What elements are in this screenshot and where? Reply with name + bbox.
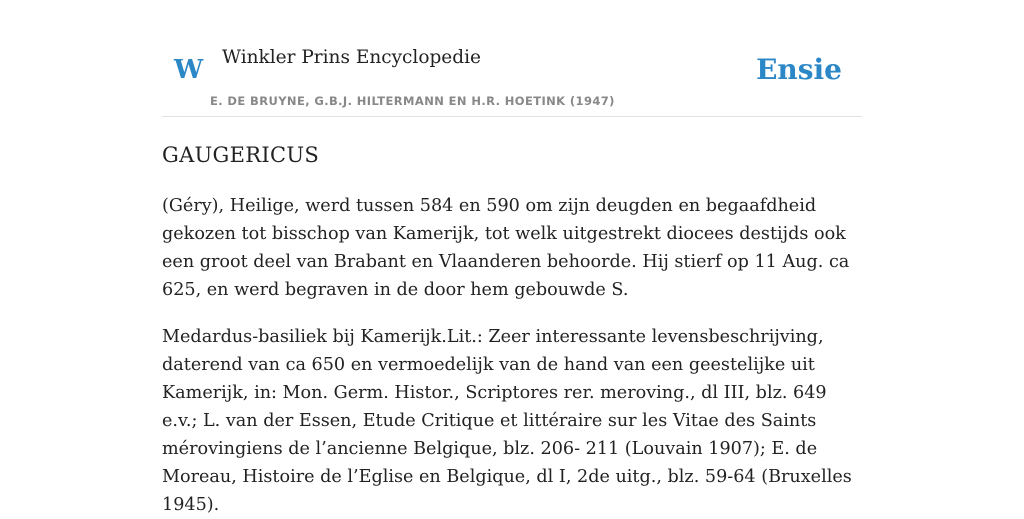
site-header <box>162 0 862 117</box>
article-paragraph-2: Medardus-basiliek bij Kamerijk.Lit.: Zeer interessante levensbeschrijving, daterend van ca 650 en vermoedelijk van de hand van een geestelijke uit Kamerijk, in: Mon. Germ. Histor., Scriptores rer. meroving., dl III, blz. 649 e.v.; L. van der Essen, Etude Critique et littéraire sur les Vitae des Saints mérovingiens de l’ancienne Belgique, blz. 206- 211 (Louvain 1907); E. de Moreau, Histoire de l’Eglise en Belgique, dl I, 2de uitg., blz. 59-64 (Bruxelles 1945). <box>162 327 852 515</box>
ensie-brand-link[interactable]: Ensie <box>756 53 842 86</box>
site-title-link[interactable]: Winkler Prins Encyclopedie <box>222 47 481 68</box>
article-paragraph-1: (Géry), Heilige, werd tussen 584 en 590 om zijn deugden en begaafdheid gekozen tot bisschop van Kamerijk, tot welk uitgestrekt diocees destijds ook een groot deel van Brabant en Vlaanderen behoorde. Hij stierf op 11 Aug. ca 625, en werd begraven in de door hem gebouwde S. <box>162 196 850 300</box>
site-logo[interactable]: W <box>174 55 204 85</box>
authors-credit: E. DE BRUYNE, G.B.J. HILTERMANN EN H.R. HOETINK (1947) <box>210 94 615 108</box>
page-container <box>162 0 862 515</box>
article-headword: GAUGERICUS <box>162 143 320 167</box>
